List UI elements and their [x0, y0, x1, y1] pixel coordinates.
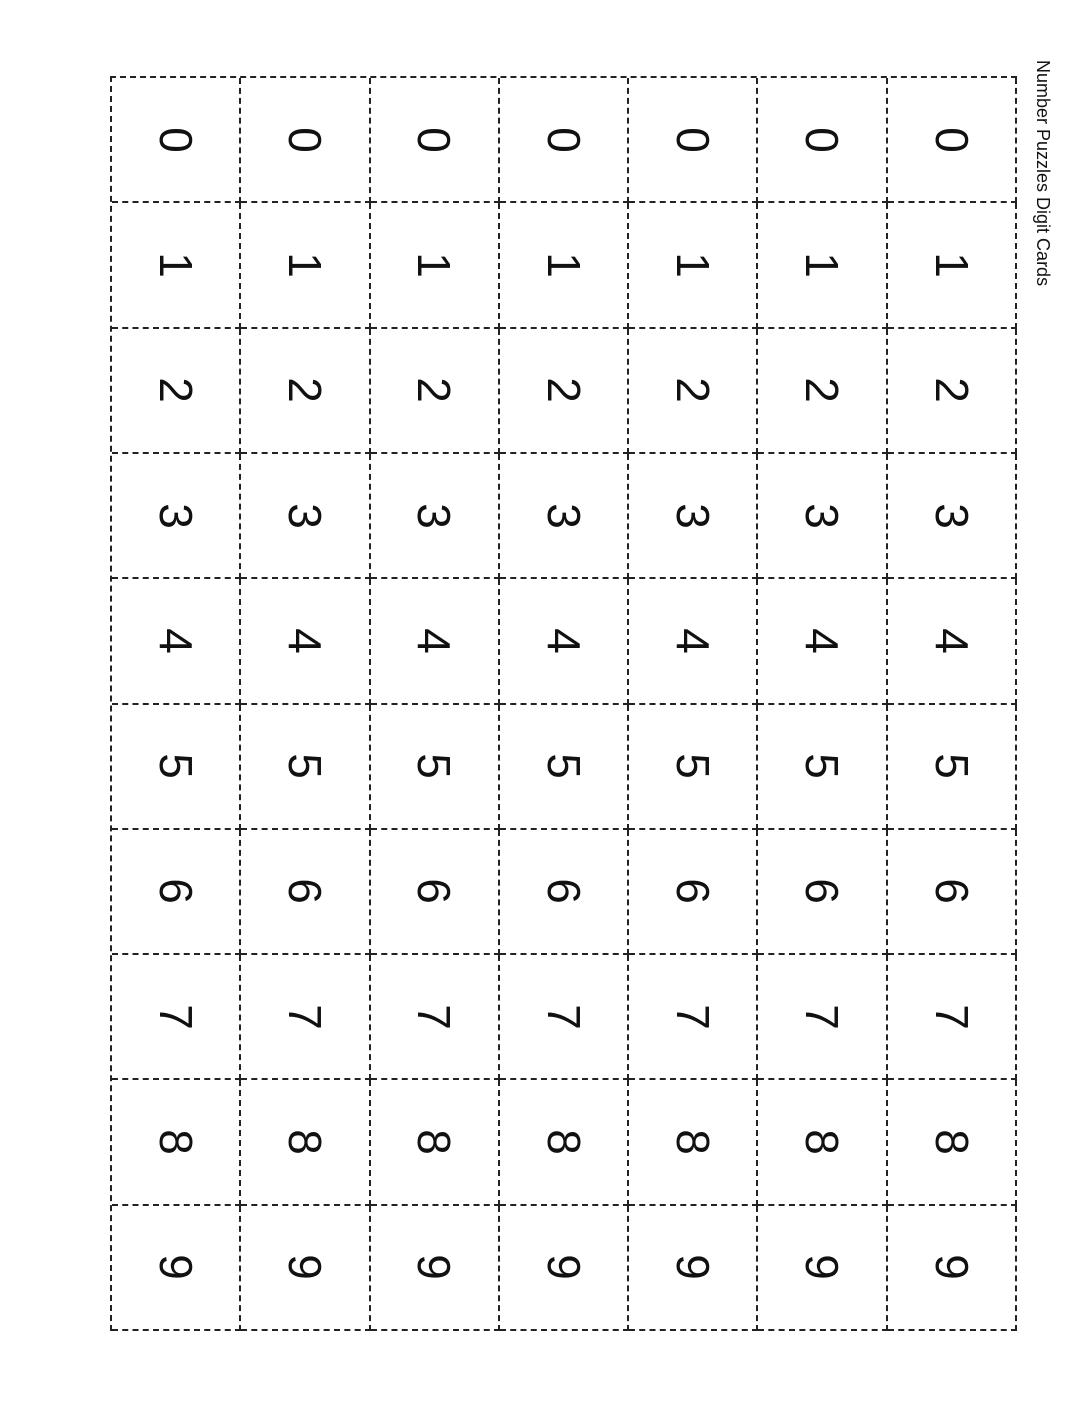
digit-card-label: 8 [278, 1129, 331, 1155]
digit-card-label: 8 [925, 1129, 978, 1155]
digit-card [241, 203, 370, 328]
digit-card-label: 7 [666, 1003, 719, 1030]
digit-card-label: 5 [796, 753, 849, 779]
digit-card [758, 329, 887, 454]
digit-card-label: 2 [278, 377, 331, 404]
digit-card-label: 0 [925, 126, 978, 153]
digit-card [758, 1080, 887, 1205]
digit-card [112, 454, 241, 579]
digit-card [888, 1080, 1017, 1205]
digit-card [112, 955, 241, 1080]
digit-card [629, 1080, 758, 1205]
digit-card [112, 830, 241, 955]
digit-card [371, 78, 500, 203]
digit-card [629, 454, 758, 579]
digit-card-label: 7 [796, 1003, 849, 1030]
digit-card [371, 830, 500, 955]
digit-card [112, 1206, 241, 1331]
digit-card [371, 454, 500, 579]
digit-card-label: 1 [796, 252, 849, 278]
digit-card-label: 2 [666, 377, 719, 404]
digit-card-label: 0 [149, 126, 202, 153]
digit-card-label: 0 [278, 126, 331, 153]
digit-card-label: 4 [925, 628, 978, 654]
digit-card-label: 3 [666, 502, 719, 529]
digit-card-label: 2 [796, 377, 849, 404]
digit-card-label: 0 [408, 126, 461, 153]
digit-card-label: 9 [925, 1254, 978, 1281]
digit-card [888, 830, 1017, 955]
digit-card [758, 579, 887, 704]
digit-card [888, 78, 1017, 203]
digit-card-label: 3 [408, 502, 461, 529]
digit-card-grid [110, 76, 1017, 1331]
digit-card-label: 8 [149, 1129, 202, 1155]
digit-card [629, 203, 758, 328]
digit-card-label: 9 [796, 1254, 849, 1281]
digit-card [241, 955, 370, 1080]
digit-card-label: 6 [149, 878, 202, 905]
digit-card-label: 8 [537, 1129, 590, 1155]
digit-card-label: 1 [666, 252, 719, 278]
digit-card-label: 1 [537, 252, 590, 278]
digit-card [241, 705, 370, 830]
digit-card-label: 1 [925, 252, 978, 278]
digit-card-label: 5 [925, 753, 978, 779]
digit-card-label: 3 [149, 502, 202, 529]
digit-card-label: 2 [537, 377, 590, 404]
digit-card [629, 1206, 758, 1331]
digit-card-label: 5 [408, 753, 461, 779]
digit-card-label: 3 [537, 502, 590, 529]
digit-card [758, 203, 887, 328]
digit-card-label: 0 [537, 126, 590, 153]
digit-card [629, 329, 758, 454]
digit-card [500, 78, 629, 203]
digit-card [888, 705, 1017, 830]
digit-card-label: 4 [149, 628, 202, 654]
digit-card [500, 454, 629, 579]
digit-card [112, 78, 241, 203]
digit-card [888, 579, 1017, 704]
digit-card-label: 4 [666, 628, 719, 654]
digit-card [758, 955, 887, 1080]
digit-card [758, 830, 887, 955]
digit-card [888, 454, 1017, 579]
digit-card-label: 0 [796, 126, 849, 153]
digit-card [629, 705, 758, 830]
digit-card-label: 4 [537, 628, 590, 654]
digit-card-label: 6 [408, 878, 461, 905]
digit-card [500, 705, 629, 830]
digit-card [112, 1080, 241, 1205]
digit-card [500, 1080, 629, 1205]
digit-card [371, 579, 500, 704]
digit-card [500, 830, 629, 955]
digit-card [371, 1206, 500, 1331]
digit-card-label: 6 [666, 878, 719, 905]
digit-card-label: 1 [408, 252, 461, 278]
digit-card [371, 203, 500, 328]
digit-card [500, 955, 629, 1080]
digit-card-label: 5 [278, 753, 331, 779]
digit-card-label: 5 [666, 753, 719, 779]
digit-card-label: 7 [149, 1003, 202, 1030]
digit-card [371, 705, 500, 830]
digit-card-label: 7 [925, 1003, 978, 1030]
digit-card-label: 2 [408, 377, 461, 404]
digit-card-label: 9 [537, 1254, 590, 1281]
digit-card [241, 454, 370, 579]
digit-card-label: 5 [537, 753, 590, 779]
digit-card-label: 7 [537, 1003, 590, 1030]
digit-card [241, 329, 370, 454]
digit-card [241, 579, 370, 704]
digit-card-label: 9 [278, 1254, 331, 1281]
digit-card-label: 3 [796, 502, 849, 529]
digit-card-label: 8 [408, 1129, 461, 1155]
digit-card [241, 78, 370, 203]
digit-card-label: 5 [149, 753, 202, 779]
digit-card [758, 78, 887, 203]
digit-card [241, 1206, 370, 1331]
digit-card [758, 705, 887, 830]
digit-card-label: 6 [925, 878, 978, 905]
digit-card [888, 203, 1017, 328]
digit-card [371, 1080, 500, 1205]
digit-card [500, 329, 629, 454]
digit-card-label: 6 [278, 878, 331, 905]
digit-card-label: 1 [278, 252, 331, 278]
digit-card-label: 6 [537, 878, 590, 905]
digit-card [500, 1206, 629, 1331]
digit-card-label: 3 [925, 502, 978, 529]
digit-card-label: 8 [666, 1129, 719, 1155]
digit-card [241, 830, 370, 955]
digit-card [888, 1206, 1017, 1331]
digit-card [112, 705, 241, 830]
digit-card [500, 203, 629, 328]
digit-card-label: 0 [666, 126, 719, 153]
digit-card-label: 2 [149, 377, 202, 404]
digit-card [112, 329, 241, 454]
digit-card [888, 955, 1017, 1080]
digit-card-label: 9 [408, 1254, 461, 1281]
digit-card [629, 830, 758, 955]
digit-card-label: 9 [149, 1254, 202, 1281]
digit-card [888, 329, 1017, 454]
digit-card [371, 955, 500, 1080]
digit-card-label: 6 [796, 878, 849, 905]
digit-card-label: 7 [278, 1003, 331, 1030]
digit-card [758, 454, 887, 579]
digit-card-label: 8 [796, 1129, 849, 1155]
digit-card [629, 955, 758, 1080]
digit-card [500, 579, 629, 704]
digit-card [629, 579, 758, 704]
digit-card-label: 4 [278, 628, 331, 654]
digit-card-label: 4 [408, 628, 461, 654]
digit-card-label: 7 [408, 1003, 461, 1030]
digit-card [371, 329, 500, 454]
digit-card-label: 4 [796, 628, 849, 654]
digit-card [758, 1206, 887, 1331]
digit-card-label: 3 [278, 502, 331, 529]
digit-card-label: 9 [666, 1254, 719, 1281]
digit-card [112, 579, 241, 704]
digit-card-label: 1 [149, 252, 202, 278]
digit-card-label: 2 [925, 377, 978, 404]
page-title: Number Puzzles Digit Cards [1033, 60, 1053, 287]
digit-card [241, 1080, 370, 1205]
digit-card [112, 203, 241, 328]
digit-card [629, 78, 758, 203]
